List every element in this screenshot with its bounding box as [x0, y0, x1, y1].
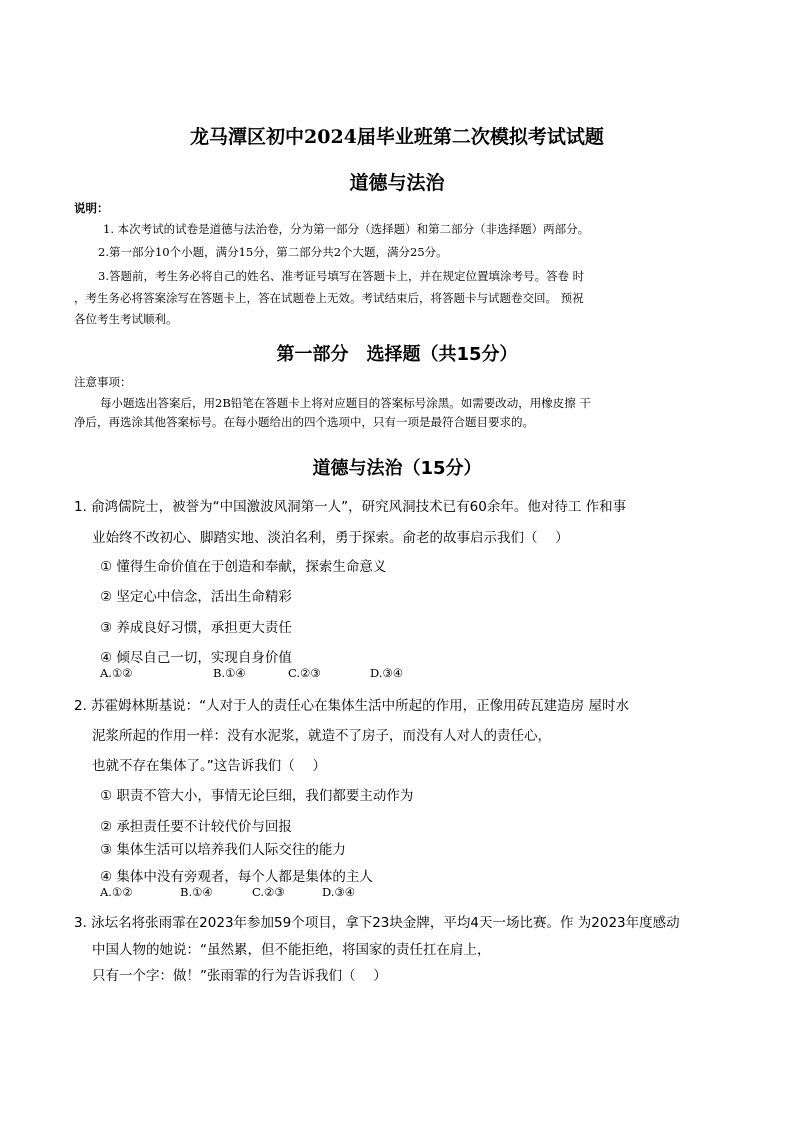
part1-heading: 第一部分 选择题（共15分）: [276, 344, 518, 365]
exam-title: 龙马潭区初中2024届毕业班第二次模拟考试试题: [190, 126, 604, 148]
question-1-choice-d: D.③④: [370, 666, 404, 680]
instruction-line: ，考生务必将答案涂写在答题卡上，答在试题卷上无效。考试结束后，将答题卡与试题卷交回。 预祝: [74, 291, 584, 305]
question-2-choice-b: B.①④: [180, 885, 213, 899]
question-2-statement: ② 承担责任要不计较代价与回报: [100, 819, 292, 835]
question-1-statement: ③ 养成良好习惯，承担更大责任: [100, 620, 292, 636]
question-2-statement: ④ 集体中没有旁观者，每个人都是集体的主人: [100, 869, 373, 885]
notice-label: 注意事项：: [74, 375, 132, 389]
question-1-choice-c: C.②③: [288, 666, 321, 680]
question-1-stem-line: 业始终不改初心、脚踏实地、淡泊名利，勇于探索。俞老的故事启示我们（ ）: [92, 530, 569, 546]
question-3-stem-line: 只有一个字：做！”张雨霏的行为告诉我们（ ）: [92, 968, 387, 984]
question-3-stem-line: 3. 泳坛名将张雨霏在2023年参加59个项目，拿下23块金牌，平均4天一场比赛。作 为2023年度感动: [74, 915, 680, 931]
instruction-line: 2.第一部分10个小题，满分15分，第二部分共2个大题，满分25分。: [98, 245, 448, 259]
section-heading: 道德与法治（15分）: [312, 458, 482, 479]
question-3-stem-line: 中国人物的她说：“虽然累，但不能拒绝，将国家的责任扛在肩上，: [92, 942, 491, 958]
subject-title: 道德与法治: [349, 172, 445, 194]
question-1-stem-line: 1. 俞鸿儒院士，被誉为“中国激波风洞第一人”，研究风洞技术已有60余年。他对待工 作和事: [74, 499, 627, 515]
instruction-line: 3.答题前，考生务必将自己的姓名、准考证号填写在答题卡上，并在规定位置填涂考号。答卷 时: [98, 269, 585, 283]
question-1-statement: ④ 倾尽自己一切，实现自身价值: [100, 650, 292, 666]
notice-line: 每小题选出答案后，用2B铅笔在答题卡上将对应题目的答案标号涂黑。如需要改动，用橡皮擦 干: [100, 396, 591, 410]
question-2-choice-a: A.①②: [100, 885, 133, 899]
question-2-choice-c: C.②③: [252, 885, 285, 899]
question-2-stem-line: 也就不存在集体了。”这告诉我们（ ）: [92, 758, 327, 774]
instruction-line: 各位考生考试顺利。: [74, 312, 178, 326]
instruction-line: 1. 本次考试的试卷是道德与法治卷，分为第一部分（选择题）和第二部分（非选择题）两部分。: [103, 222, 590, 236]
question-2-stem-line: 泥浆所起的作用一样：没有水泥浆，就造不了房子，而没有人对人的责任心，: [92, 728, 551, 744]
notice-line: 净后，再选涂其他答案标号。在每小题给出的四个选项中，只有一项是最符合题目要求的。: [74, 415, 534, 429]
question-1-choice-a: A.①②: [100, 666, 133, 680]
question-2-statement: ① 职责不管大小，事情无论巨细，我们都要主动作为: [100, 788, 414, 804]
question-2-stem-line: 2. 苏霍姆林斯基说：“人对于人的责任心在集体生活中所起的作用，正像用砖瓦建造房 屋时水: [74, 698, 629, 714]
question-2-statement: ③ 集体生活可以培养我们人际交往的能力: [100, 842, 346, 858]
question-1-choice-b: B.①④: [213, 666, 246, 680]
question-2-choice-d: D.③④: [322, 885, 356, 899]
question-1-statement: ② 坚定心中信念，活出生命精彩: [100, 589, 292, 605]
instructions-label: 说明：: [74, 201, 109, 215]
question-1-statement: ① 懂得生命价值在于创造和奉献，探索生命意义: [100, 559, 387, 575]
